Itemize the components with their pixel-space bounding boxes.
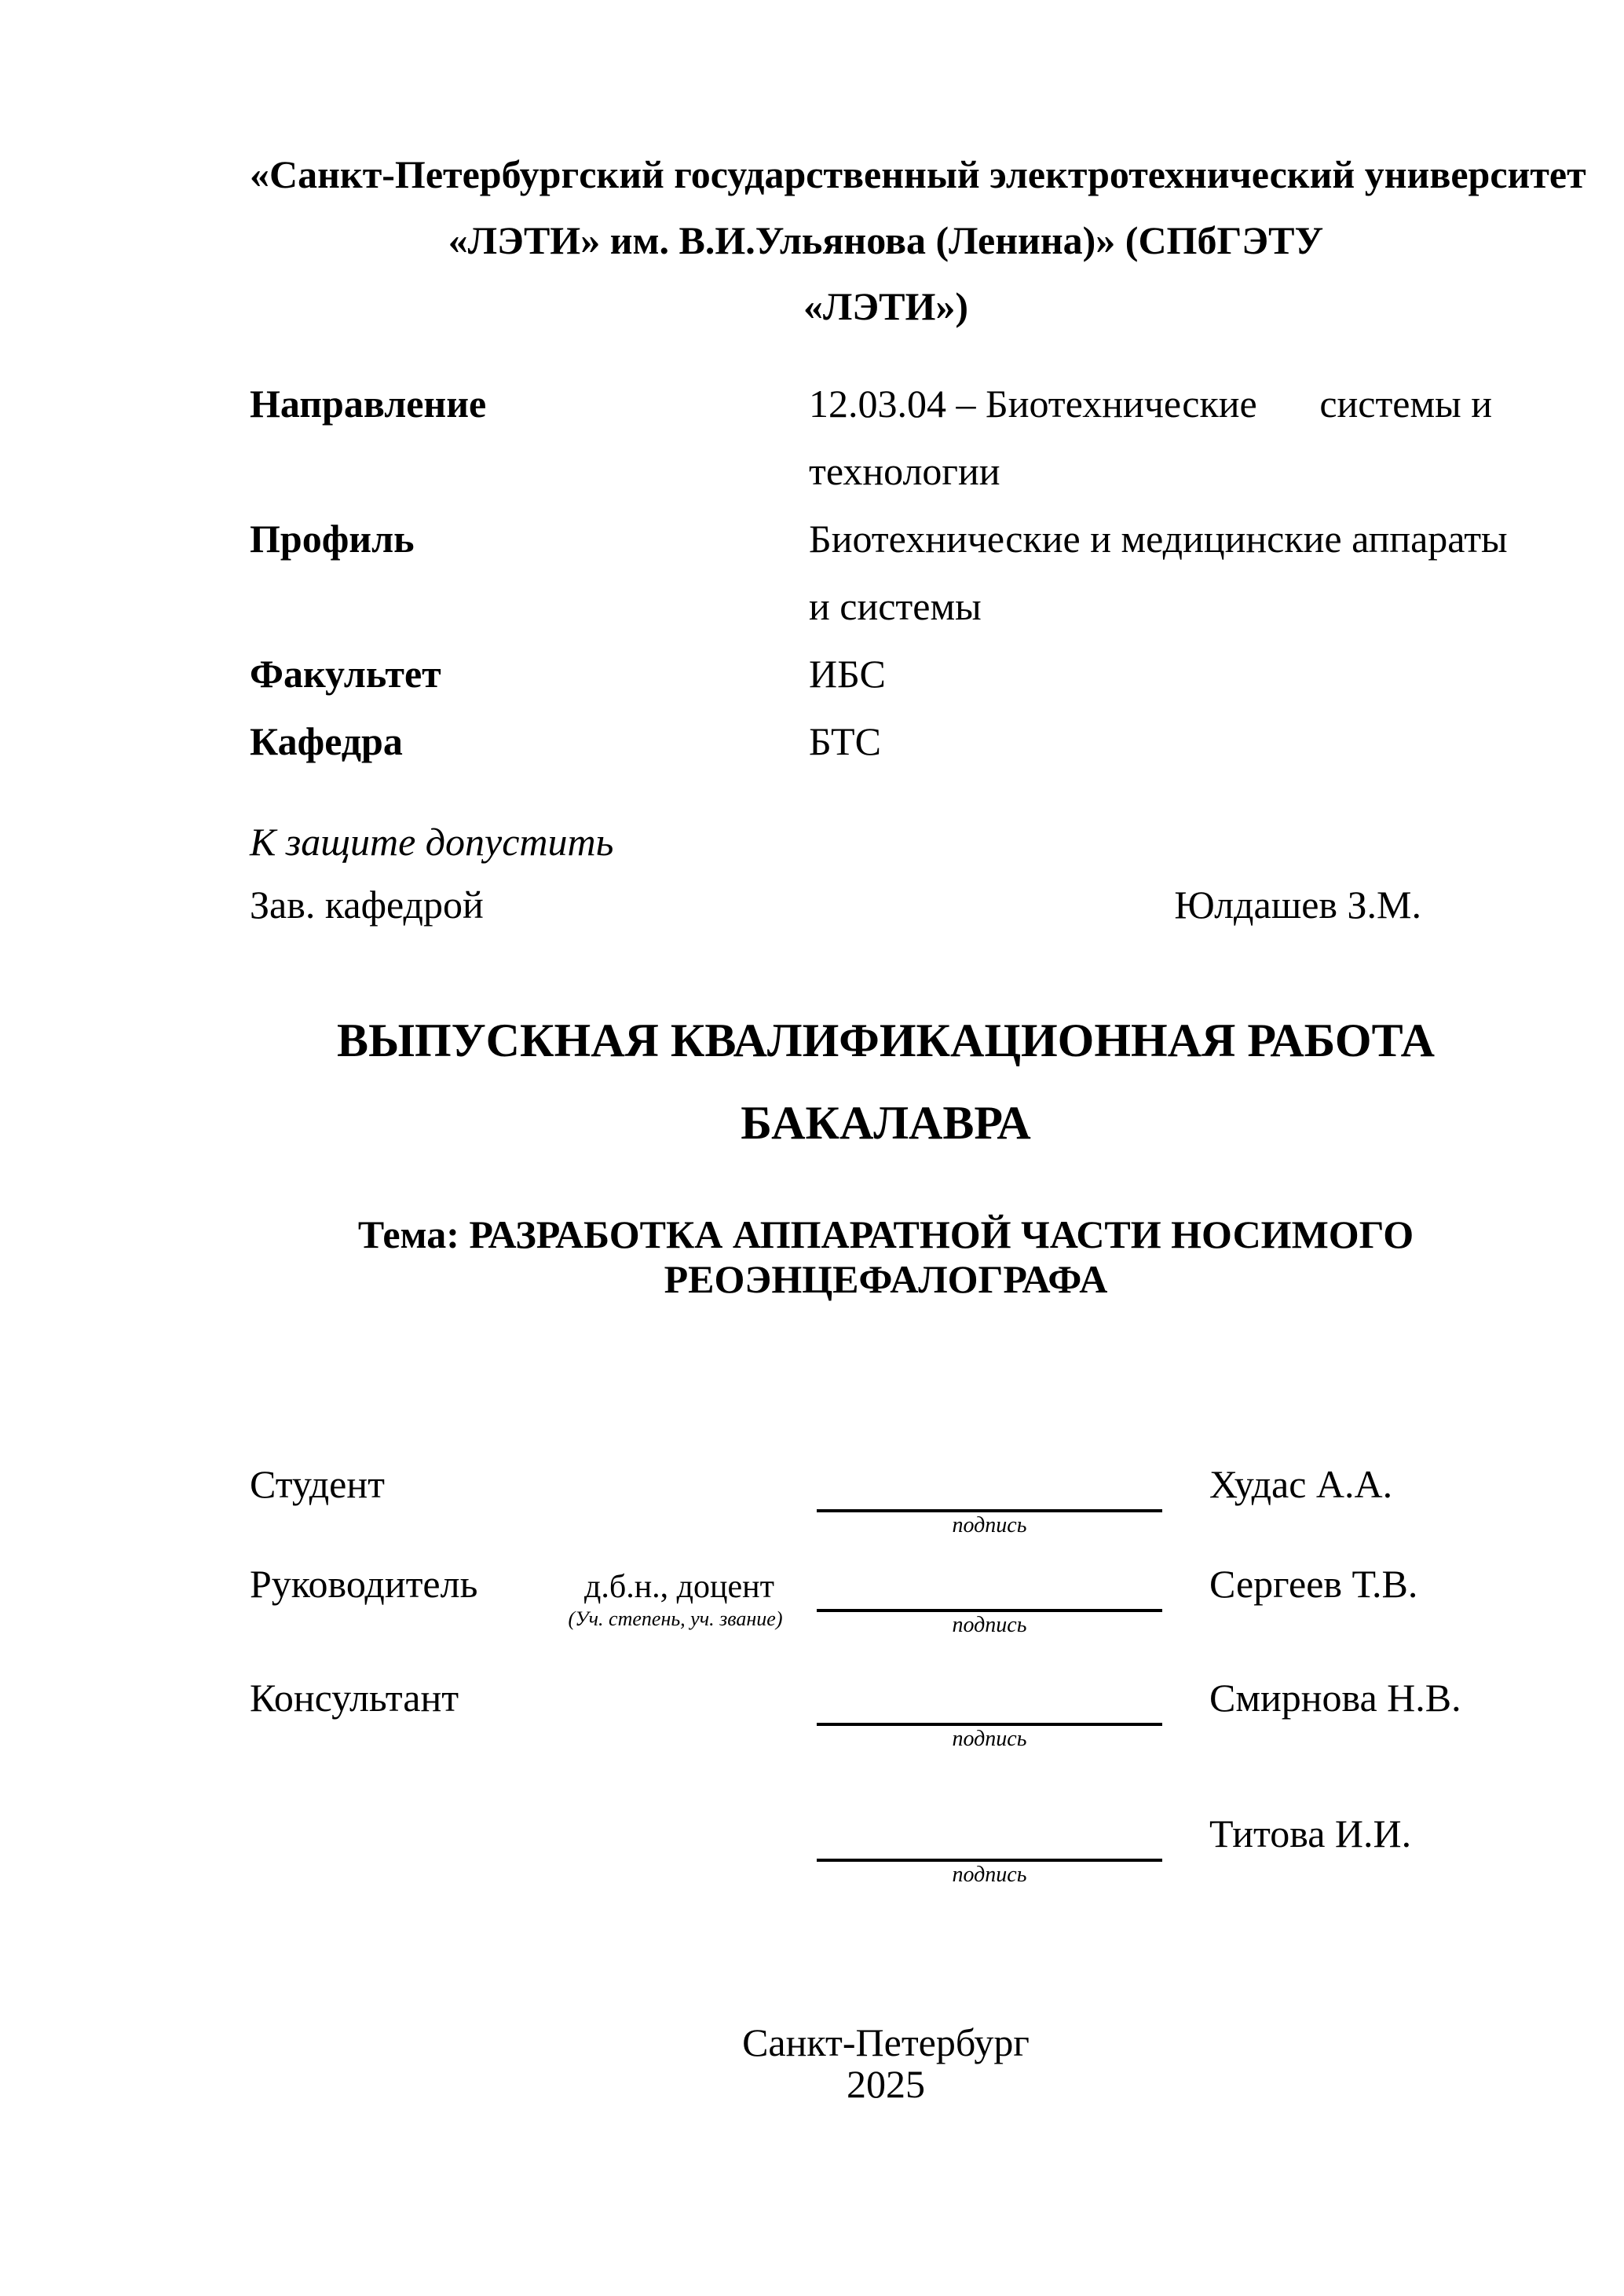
student-signature-line [817,1472,1162,1512]
profile-label: Профиль [250,517,415,561]
work-title-line2: БАКАЛАВРА [741,1097,1031,1149]
supervisor-role-label: Руководитель [250,1562,478,1606]
faculty-label: Факультет [250,652,441,696]
work-title [250,1000,1522,1164]
theme-line2: РЕОЭНЦЕФАЛОГРАФА [664,1257,1108,1301]
profile-value-line2: и системы [809,584,982,628]
department-label: Кафедра [250,719,403,763]
student-role-label: Студент [250,1462,385,1506]
student-name: Худас А.А. [1209,1462,1393,1506]
faculty-row [250,640,1492,707]
consultant-signature-caption: подпись [952,1727,1027,1751]
signature-row-supervisor [0,1564,1624,1658]
faculty-value: ИБС [809,652,886,696]
direction-value-line2: технологии [809,449,1000,493]
university-header [250,141,1586,339]
extra-name: Титова И.И. [1209,1812,1412,1855]
department-value: БТС [809,719,881,763]
direction-row-continued [250,437,1492,505]
theme-line1: Тема: РАЗРАБОТКА АППАРАТНОЙ ЧАСТИ НОСИМОГО [357,1212,1414,1256]
department-head-label: Зав. кафедрой [250,883,484,927]
signature-row-student [0,1464,1624,1559]
supervisor-name: Сергеев Т.В. [1209,1562,1418,1606]
work-title-line1: ВЫПУСКНАЯ КВАЛИФИКАЦИОННАЯ РАБОТА [337,1015,1435,1066]
profile-row [250,505,1508,572]
direction-row [250,370,1492,437]
university-name-line1: «Санкт-Петербургский государственный электротехнический университет [250,152,1586,196]
admission-row [250,883,1421,927]
footer [250,2022,1522,2105]
consultant-role-label: Консультант [250,1676,459,1720]
admission-note: К защите допустить [250,820,614,864]
student-signature-caption: подпись [952,1513,1027,1537]
supervisor-degree: д.б.н., доцент [583,1569,775,1605]
signature-row-consultant [0,1678,1624,1772]
consultant-signature-line [817,1685,1162,1726]
footer-year: 2025 [847,2062,925,2106]
consultant-name: Смирнова Н.В. [1209,1676,1461,1720]
profile-value-line1: Биотехнические и медицинские аппараты [809,517,1508,561]
direction-label: Направление [250,382,487,426]
university-name-line2: «ЛЭТИ» им. В.И.Ульянова (Ленина)» (СПбГЭТУ [448,218,1324,262]
theme [250,1212,1522,1302]
supervisor-signature-caption: подпись [952,1613,1027,1637]
supervisor-degree-note: (Уч. степень, уч. звание) [568,1607,783,1630]
department-head-name: Юлдашев З.М. [1174,883,1421,927]
extra-signature-line [817,1821,1162,1862]
university-name-line3: «ЛЭТИ») [803,284,969,328]
department-row [250,707,1492,775]
signature-row-extra [0,1814,1624,1908]
direction-value-seg1: 12.03.04 – Биотехнические [809,382,1257,426]
program-info [250,370,1508,775]
extra-signature-caption: подпись [952,1863,1027,1887]
direction-value-seg2: системы и [1319,382,1492,426]
profile-row-continued [250,572,1492,640]
direction-value-line1 [809,370,1492,437]
supervisor-signature-line [817,1571,1162,1612]
footer-city: Санкт-Петербург [742,2020,1030,2064]
